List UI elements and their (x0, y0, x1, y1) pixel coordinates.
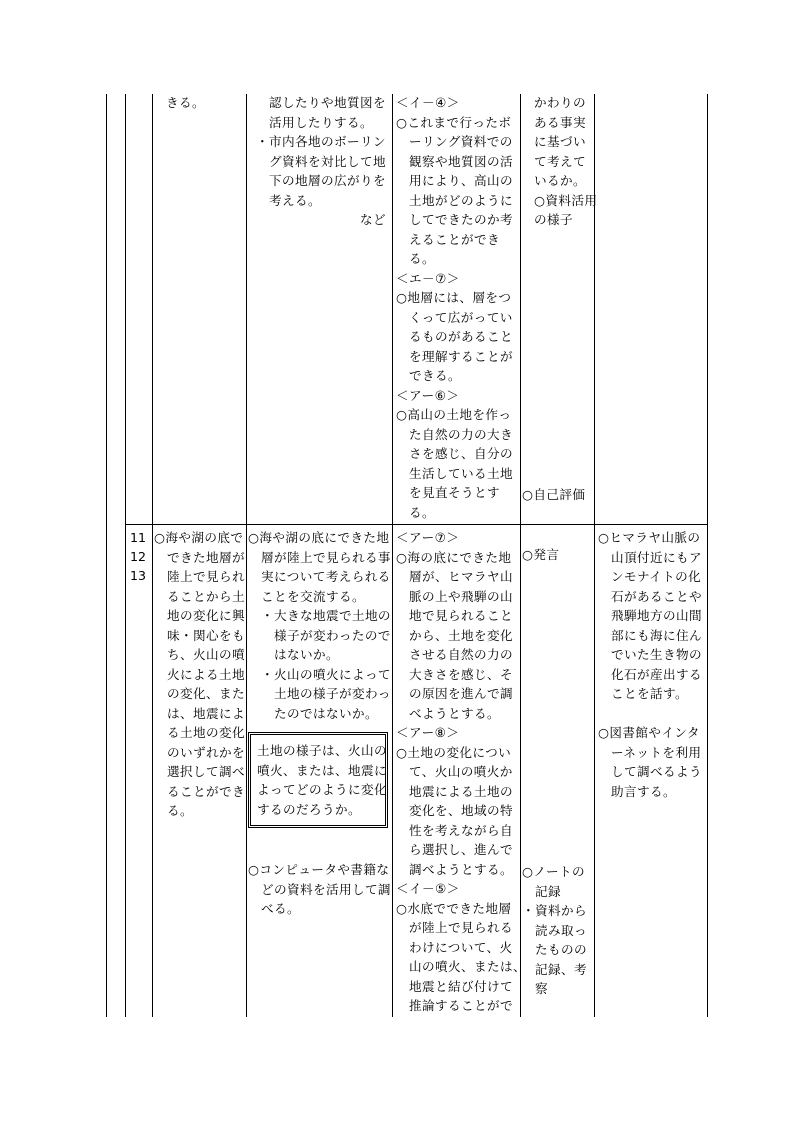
block2-resource-activity-cell: ○コンピュータや書籍な どの資料を活用して調 べる。 (248, 862, 391, 916)
lesson-number-13: 13 (130, 568, 147, 583)
lesson-number-11: 11 (130, 530, 147, 545)
lesson-number-12: 12 (130, 549, 147, 564)
table-rule-v1 (106, 94, 107, 1017)
block2-objective-cell: ○海や湖の底で できた地層が 陸上で見られ ることから土 地の変化に興 味・関心をも ち、火山の噴 火による土地 の変化、また は、地震によ る土地の変化 のいずれかを 選択して調べ ることができ る。 (154, 530, 245, 818)
table-rule-v4 (246, 94, 247, 1017)
block1-activity-cell: 認したりや地質図を 活用したりする。 ・市内各地のボーリン グ資料を対比して地 下の地層の広がりを 考える。 など (256, 95, 386, 227)
block2-evaluation-method-notes: ○ノートの 記録 ・資料から 読み取っ たものの 記録、考 察 (522, 864, 587, 996)
block2-activity-cell: ○海や湖の底にできた地 層が陸上で見られる事 実について考えられる ことを交流する。 ・大きな地震で土地の 様子が変わったので はないか。 ・火山の噴火によって 土地の様子が変わっ たのではないか。 (248, 530, 391, 721)
block2-evaluation-method-speech: ○発言 (522, 547, 560, 562)
key-question-box: 土地の様子は、火山の 噴火、または、地震に よってどのように変化 するのだろうか。 (248, 732, 388, 828)
block1-self-evaluation-cell: ○自己評価 (522, 487, 586, 502)
table-rule-v5 (392, 94, 393, 1017)
table-rule-v8 (707, 94, 708, 1017)
table-rule-v2 (125, 94, 126, 1017)
block1-objective-cell: きる。 (166, 95, 205, 110)
block2-evaluation-criteria-cell: ＜アー⑦＞ ○海の底にできた地 層が、ヒマラヤ山 脈の上や飛騨の山 地で見られること から、土地を変化 させる自然の力の 大きさを感じ、そ の原因を進んで調 べようとする。 ＜アー⑧＞ ○土地の変化につい て、火山の噴火か 地震による土地の 変化を、地域の特 性を考えながら自 ら選択し、進んで 調べようとする。 ＜イ－⑤＞ ○水底でできた地層 が陸上で見られる わけについて、火 山の噴火、または、 地震と結び付けて 推論することがで (396, 530, 526, 1013)
table-rule-v3 (152, 94, 153, 1017)
block1-evaluation-criteria-cell: ＜イ－④＞ ○これまで行ったボ ーリング資料での 観察や地質図の活 用により、高山の 土地がどのように してできたのか考 えることができ る。 ＜エ－⑦＞ ○地層には、層をつ くって広がってい るものがあること を理解することが できる。 ＜アー⑥＞ ○高山の土地を作っ た自然の力の大き さを感じ、自分の 生活している土地 を見直そうとす る。 (396, 95, 513, 520)
block1-evaluation-method-cell: かわりの ある事実 に基づい て考えて いるか。 ○資料活用 の様子 (534, 95, 598, 227)
row-divider (125, 524, 708, 525)
block2-teacher-support-cell: ○ヒマラヤ山脈の 山頂付近にもア ンモナイトの化 石があることや 飛騨地方の山間 部にも海に住ん でいた生き物の 化石が産出する ことを話す。 ○図書館やインタ ーネットを利用 して調べるよう 助言する。 (598, 530, 702, 799)
table-rule-v7 (594, 94, 595, 1017)
